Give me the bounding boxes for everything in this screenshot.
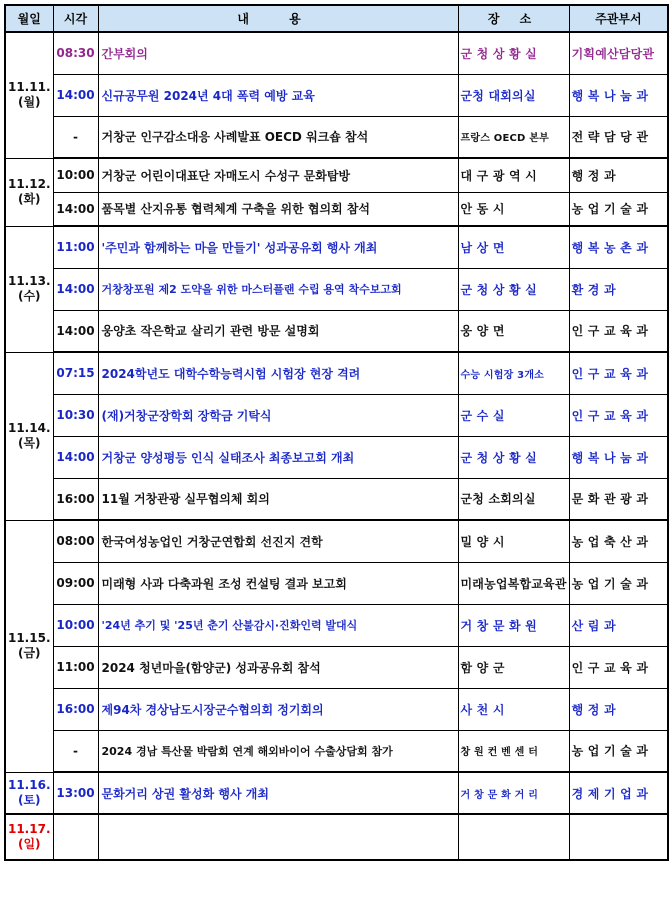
day-cell: [5, 520, 53, 772]
content-cell: 품목별 산지유통 협력체계 구축을 위한 협의회 참석: [98, 192, 458, 226]
content-cell: 2024 청년마을(함양군) 성과공유회 참석: [98, 646, 458, 688]
content-cell: 제94차 경상남도시장군수협의회 정기회의: [98, 688, 458, 730]
day-weekday: (금): [17, 646, 41, 660]
schedule-row: [5, 74, 668, 116]
content-cell: 거창군 어린이대표단 자매도시 수성구 문화탐방: [98, 158, 458, 192]
dept-cell: 인 구 교 육 과: [569, 394, 668, 436]
time-cell: 11:00: [53, 226, 98, 268]
schedule-row: [5, 646, 668, 688]
schedule-row: [5, 604, 668, 646]
dept-cell: [569, 814, 668, 860]
time-cell: 14:00: [53, 310, 98, 352]
dept-cell: 농 업 기 술 과: [569, 562, 668, 604]
day-date: 11.17.: [7, 822, 51, 836]
place-cell: 군청 대회의실: [458, 74, 569, 116]
schedule-row: [5, 310, 668, 352]
day-date: 11.14.: [7, 421, 51, 435]
content-cell: [98, 814, 458, 860]
day-weekday: (토): [17, 792, 41, 807]
content-cell: 거창군 양성평등 인식 실태조사 최종보고회 개최: [98, 436, 458, 478]
day-cell: [5, 32, 53, 158]
day-weekday: (목): [17, 436, 41, 450]
place-cell: 프랑스 OECD 본부: [458, 116, 569, 158]
dept-cell: 인 구 교 육 과: [569, 352, 668, 394]
schedule-row: [5, 562, 668, 604]
time-cell: 14:00: [53, 268, 98, 310]
time-cell: 14:00: [53, 436, 98, 478]
day-date: 11.15.: [7, 631, 51, 645]
day-date: 11.16.: [7, 777, 51, 792]
dept-cell: 농 업 축 산 과: [569, 520, 668, 562]
place-cell: 대 구 광 역 시: [458, 158, 569, 192]
content-cell: 한국여성농업인 거창군연합회 선진지 견학: [98, 520, 458, 562]
content-cell: '주민과 함께하는 마을 만들기' 성과공유회 행사 개최: [98, 226, 458, 268]
schedule-row: [5, 394, 668, 436]
place-cell: 함 양 군: [458, 646, 569, 688]
dept-cell: 경 제 기 업 과: [569, 772, 668, 814]
place-cell: 창 원 컨 벤 센 터: [458, 730, 569, 772]
day-weekday: (화): [17, 192, 41, 206]
place-cell: 군청 소회의실: [458, 478, 569, 520]
place-cell: 안 동 시: [458, 192, 569, 226]
schedule-row: [5, 268, 668, 310]
dept-cell: 행 복 농 촌 과: [569, 226, 668, 268]
day-cell: [5, 226, 53, 352]
content-cell: 거창군 인구감소대응 사례발표 OECD 워크숍 참석: [98, 116, 458, 158]
day-weekday: (일): [17, 837, 41, 851]
content-cell: 문화거리 상권 활성화 행사 개최: [98, 772, 458, 814]
content-cell: 신규공무원 2024년 4대 폭력 예방 교육: [98, 74, 458, 116]
day-date: 11.12.: [7, 177, 51, 191]
place-cell: 군 수 실: [458, 394, 569, 436]
header-content: 내 용: [98, 5, 458, 32]
dept-cell: 행 정 과: [569, 158, 668, 192]
header-date: 월일: [5, 5, 53, 32]
day-cell: [5, 158, 53, 226]
place-cell: 거 창 문 화 거 리: [458, 772, 569, 814]
time-cell: 08:30: [53, 32, 98, 74]
time-cell: 14:00: [53, 192, 98, 226]
day-weekday: (월): [17, 95, 41, 110]
day-cell: [5, 814, 53, 860]
content-cell: 2024 경남 특산물 박람회 연계 해외바이어 수출상담회 참가: [98, 730, 458, 772]
time-cell: 10:00: [53, 158, 98, 192]
content-cell: '24년 추기 및 '25년 춘기 산불감시·진화인력 발대식: [98, 604, 458, 646]
content-cell: 미래형 사과 다축과원 조성 컨설팅 결과 보고회: [98, 562, 458, 604]
header-time: 시각: [53, 5, 98, 32]
schedule-body: [5, 32, 668, 860]
schedule-table: [4, 4, 669, 861]
schedule-row: [5, 158, 668, 192]
dept-cell: 행 복 나 눔 과: [569, 436, 668, 478]
place-cell: 남 상 면: [458, 226, 569, 268]
dept-cell: 기획예산담당관: [569, 32, 668, 74]
day-cell: [5, 352, 53, 520]
place-cell: [458, 814, 569, 860]
schedule-row: [5, 436, 668, 478]
time-cell: 08:00: [53, 520, 98, 562]
day-date: 11.13.: [7, 274, 51, 288]
content-cell: 11월 거창관광 실무협의체 회의: [98, 478, 458, 520]
time-cell: 09:00: [53, 562, 98, 604]
dept-cell: 전 략 담 당 관: [569, 116, 668, 158]
content-cell: 2024학년도 대학수학능력시험 시험장 현장 격려: [98, 352, 458, 394]
time-cell: 07:15: [53, 352, 98, 394]
dept-cell: 행 정 과: [569, 688, 668, 730]
place-cell: 거 창 문 화 원: [458, 604, 569, 646]
schedule-row: [5, 730, 668, 772]
place-cell: 수능 시험장 3개소: [458, 352, 569, 394]
schedule-row: [5, 478, 668, 520]
place-cell: 밀 양 시: [458, 520, 569, 562]
content-cell: 웅양초 작은학교 살리기 관련 방문 설명회: [98, 310, 458, 352]
time-cell: -: [53, 116, 98, 158]
place-cell: 군 청 상 황 실: [458, 436, 569, 478]
dept-cell: 인 구 교 육 과: [569, 310, 668, 352]
dept-cell: 문 화 관 광 과: [569, 478, 668, 520]
content-cell: (재)거창군장학회 장학금 기탁식: [98, 394, 458, 436]
dept-cell: 환 경 과: [569, 268, 668, 310]
dept-cell: 농 업 기 술 과: [569, 192, 668, 226]
time-cell: 11:00: [53, 646, 98, 688]
time-cell: 10:00: [53, 604, 98, 646]
schedule-row: [5, 352, 668, 394]
schedule-row: [5, 520, 668, 562]
schedule-row: [5, 688, 668, 730]
header-row: [5, 5, 668, 32]
time-cell: 16:00: [53, 688, 98, 730]
day-date: 11.11.: [7, 80, 51, 95]
time-cell: 14:00: [53, 74, 98, 116]
time-cell: 16:00: [53, 478, 98, 520]
schedule-row: [5, 814, 668, 860]
time-cell: 10:30: [53, 394, 98, 436]
schedule-row: [5, 192, 668, 226]
time-cell: -: [53, 730, 98, 772]
place-cell: 웅 양 면: [458, 310, 569, 352]
place-cell: 군 청 상 황 실: [458, 32, 569, 74]
header-place: 장 소: [458, 5, 569, 32]
dept-cell: 인 구 교 육 과: [569, 646, 668, 688]
place-cell: 미래농업복합교육관: [458, 562, 569, 604]
place-cell: 사 천 시: [458, 688, 569, 730]
dept-cell: 행 복 나 눔 과: [569, 74, 668, 116]
time-cell: [53, 814, 98, 860]
schedule-row: [5, 772, 668, 814]
dept-cell: 산 림 과: [569, 604, 668, 646]
dept-cell: 농 업 기 술 과: [569, 730, 668, 772]
day-cell: [5, 772, 53, 814]
header-dept: 주관부서: [569, 5, 668, 32]
content-cell: 간부회의: [98, 32, 458, 74]
content-cell: 거창창포원 제2 도약을 위한 마스터플랜 수립 용역 착수보고회: [98, 268, 458, 310]
day-weekday: (수): [17, 289, 41, 303]
place-cell: 군 청 상 황 실: [458, 268, 569, 310]
schedule-row: [5, 116, 668, 158]
schedule-row: [5, 226, 668, 268]
schedule-row: [5, 32, 668, 74]
time-cell: 13:00: [53, 772, 98, 814]
